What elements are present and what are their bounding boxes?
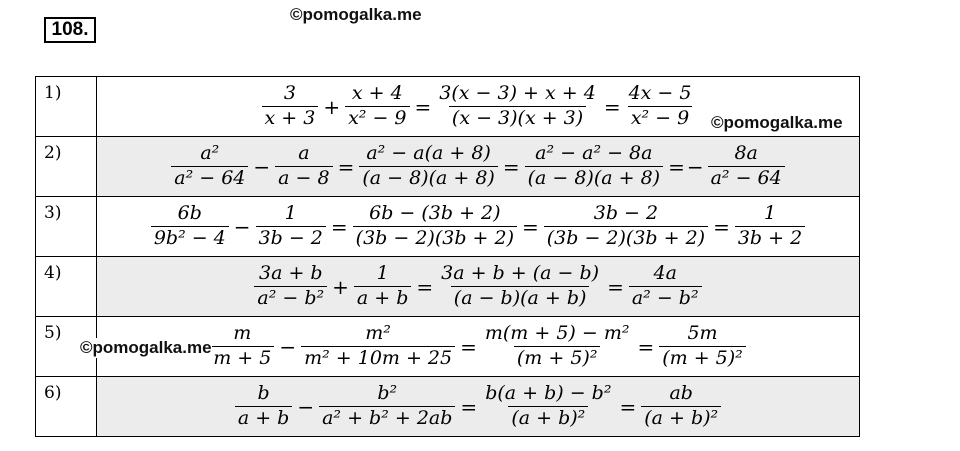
numerator: a bbox=[298, 142, 310, 165]
numerator: 3a + b bbox=[258, 262, 323, 285]
watermark-left: ©pomogalka.me bbox=[80, 338, 212, 357]
fraction bbox=[544, 203, 708, 250]
numerator: 1 bbox=[284, 202, 297, 225]
fraction bbox=[210, 323, 274, 370]
denominator: m² + 10m + 25 bbox=[301, 346, 455, 370]
row-index: 3) bbox=[36, 197, 97, 257]
fraction bbox=[275, 143, 332, 190]
operator: − bbox=[233, 214, 251, 239]
operator: = bbox=[607, 274, 624, 299]
numerator: a² − a(a + 8) bbox=[366, 142, 491, 165]
operator: = bbox=[416, 274, 434, 299]
denominator: (3b − 2)(3b + 2) bbox=[353, 226, 517, 250]
denominator: x + 3 bbox=[262, 106, 319, 130]
fraction bbox=[353, 203, 517, 250]
numerator: b(a + b) − b² bbox=[485, 382, 612, 405]
fraction bbox=[708, 143, 785, 190]
row-index: 5) bbox=[36, 317, 97, 377]
fraction bbox=[641, 383, 721, 430]
numerator: 3b − 2 bbox=[593, 202, 659, 225]
numerator: 3 bbox=[283, 82, 296, 105]
numerator: 1 bbox=[376, 262, 389, 285]
numerator: 5m bbox=[687, 322, 718, 345]
row-index: 1) bbox=[36, 77, 97, 137]
operator: − bbox=[297, 394, 315, 419]
numerator: a² bbox=[200, 142, 220, 165]
denominator: x² − 9 bbox=[345, 106, 409, 130]
denominator: a² + b² + 2ab bbox=[319, 406, 455, 430]
denominator: (a + b)² bbox=[508, 406, 588, 430]
numerator: 4x − 5 bbox=[628, 82, 692, 105]
denominator: (a − 8)(a + 8) bbox=[359, 166, 497, 190]
numerator: 6b bbox=[177, 202, 202, 225]
denominator: a + b bbox=[354, 286, 412, 310]
fraction bbox=[359, 143, 497, 190]
denominator: a + b bbox=[235, 406, 293, 430]
operator: = bbox=[619, 394, 637, 419]
denominator: (a + b)² bbox=[641, 406, 721, 430]
solution-row bbox=[36, 197, 860, 257]
numerator: 6b − (3b + 2) bbox=[369, 202, 501, 225]
numerator: b² bbox=[377, 382, 398, 405]
operator: = bbox=[637, 334, 655, 359]
numerator: 4a bbox=[653, 262, 677, 285]
denominator: a² − 64 bbox=[171, 166, 248, 190]
denominator: (3b − 2)(3b + 2) bbox=[544, 226, 708, 250]
numerator: 3a + b + (a − b) bbox=[441, 262, 600, 285]
problem-number: 108. bbox=[44, 17, 96, 43]
operator: = bbox=[603, 94, 621, 119]
fraction bbox=[151, 203, 229, 250]
equation bbox=[232, 383, 724, 430]
fraction bbox=[436, 83, 599, 130]
operator: − bbox=[253, 154, 271, 179]
denominator: 9b² − 4 bbox=[151, 226, 229, 250]
denominator: m + 5 bbox=[210, 346, 274, 370]
fraction bbox=[629, 263, 702, 310]
operator: = bbox=[713, 214, 730, 239]
solution-row bbox=[36, 137, 860, 197]
row-expression bbox=[97, 137, 860, 197]
operator: − bbox=[279, 334, 297, 359]
row-expression bbox=[97, 377, 860, 437]
row-index: 2) bbox=[36, 137, 97, 197]
row-index: 6) bbox=[36, 377, 97, 437]
equation bbox=[251, 263, 704, 310]
denominator: (x − 3)(x + 3) bbox=[449, 106, 586, 130]
operator: = bbox=[502, 154, 520, 179]
fraction bbox=[262, 83, 319, 130]
denominator: 3b − 2 bbox=[256, 226, 326, 250]
numerator: a² − a² − 8a bbox=[535, 142, 653, 165]
numerator: 3(x − 3) + x + 4 bbox=[439, 82, 596, 105]
numerator: 1 bbox=[763, 202, 777, 225]
fraction bbox=[319, 383, 455, 430]
fraction bbox=[626, 83, 695, 130]
fraction bbox=[735, 203, 805, 250]
operator: = bbox=[330, 214, 348, 239]
numerator: 8a bbox=[734, 142, 758, 165]
fraction bbox=[659, 323, 746, 370]
denominator: a² − b² bbox=[629, 286, 702, 310]
numerator: m² bbox=[365, 322, 391, 345]
fraction bbox=[482, 323, 633, 370]
operator: + bbox=[332, 274, 349, 299]
numerator: ab bbox=[669, 382, 693, 405]
fraction bbox=[171, 143, 248, 190]
denominator: a² − 64 bbox=[708, 166, 785, 190]
fraction bbox=[345, 83, 409, 130]
operator: = bbox=[460, 394, 478, 419]
equation bbox=[259, 83, 698, 130]
solution-row bbox=[36, 257, 860, 317]
fraction bbox=[438, 263, 602, 310]
fraction bbox=[254, 263, 327, 310]
row-expression bbox=[97, 257, 860, 317]
row-expression bbox=[97, 197, 860, 257]
denominator: x² − 9 bbox=[628, 106, 692, 130]
denominator: 3b + 2 bbox=[735, 226, 805, 250]
numerator: x + 4 bbox=[351, 82, 403, 105]
watermark-right: ©pomogalka.me bbox=[711, 113, 843, 132]
operator: = bbox=[460, 334, 477, 359]
numerator: m(m + 5) − m² bbox=[484, 322, 630, 345]
denominator: a − 8 bbox=[275, 166, 332, 190]
operator: = bbox=[337, 154, 355, 179]
operator: + bbox=[323, 94, 341, 119]
denominator: (a − 8)(a + 8) bbox=[525, 166, 663, 190]
denominator: a² − b² bbox=[254, 286, 327, 310]
watermark-top: ©pomogalka.me bbox=[290, 5, 422, 24]
equation bbox=[168, 143, 787, 190]
fraction bbox=[256, 203, 326, 250]
equation bbox=[207, 323, 749, 370]
fraction bbox=[525, 143, 663, 190]
fraction bbox=[354, 263, 412, 310]
fraction bbox=[301, 323, 455, 370]
fraction bbox=[482, 383, 614, 430]
operator: = bbox=[521, 214, 539, 239]
operator: = bbox=[668, 154, 685, 179]
denominator: (a − b)(a + b) bbox=[451, 286, 590, 310]
negative-sign: − bbox=[686, 154, 704, 179]
fraction bbox=[235, 383, 293, 430]
denominator: (m + 5)² bbox=[514, 346, 601, 370]
numerator: m bbox=[233, 322, 252, 345]
solution-row bbox=[36, 377, 860, 437]
denominator: (m + 5)² bbox=[659, 346, 746, 370]
numerator: b bbox=[257, 382, 270, 405]
operator: = bbox=[414, 94, 432, 119]
row-index: 4) bbox=[36, 257, 97, 317]
equation bbox=[148, 203, 808, 250]
